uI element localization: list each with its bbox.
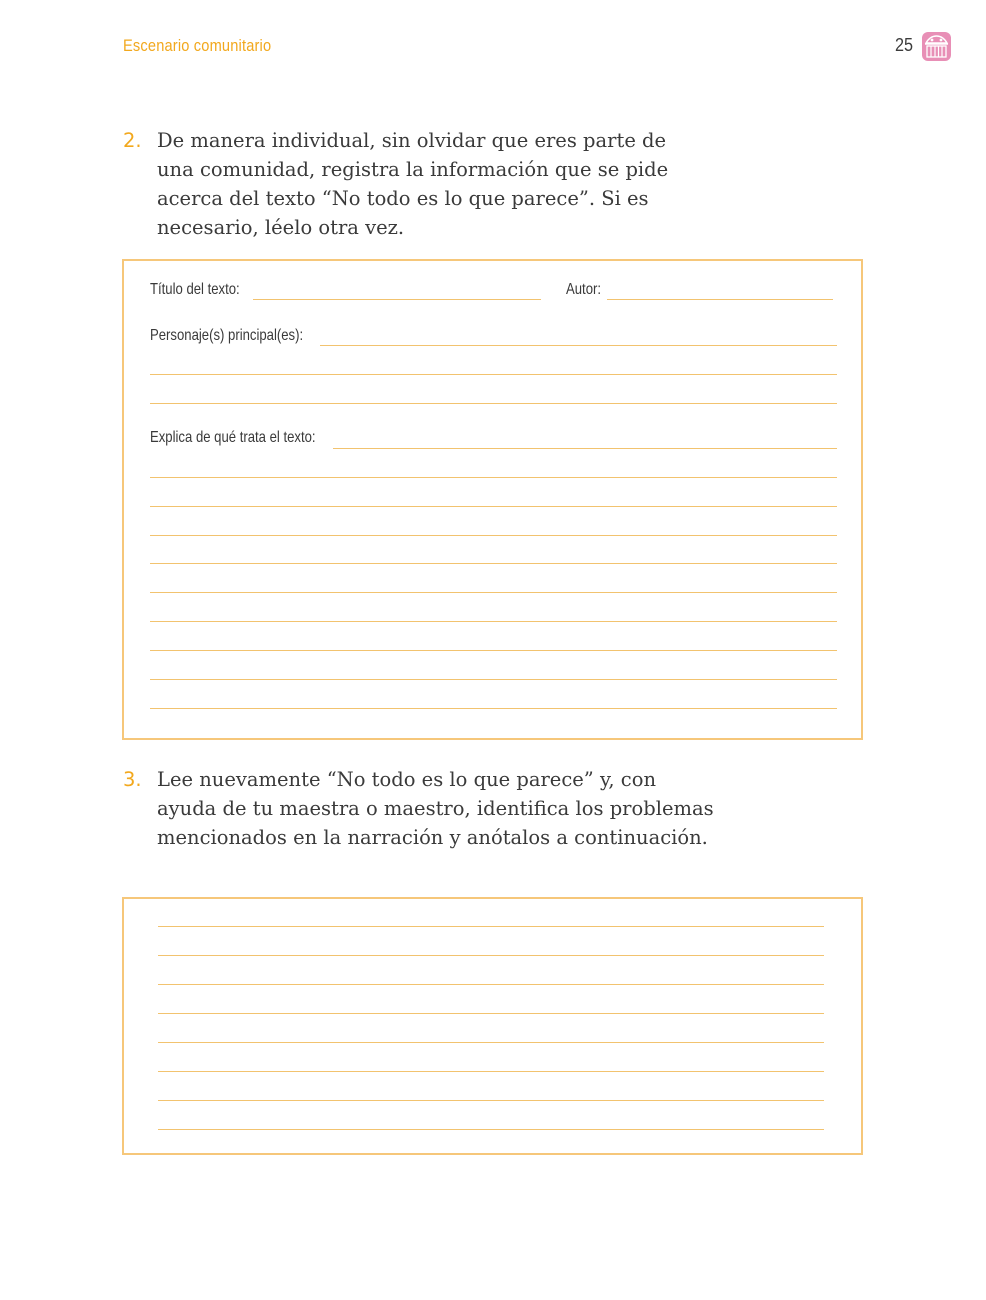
summary-write-line[interactable] <box>150 535 837 536</box>
text-info-form <box>122 259 863 740</box>
page-number: 25 <box>895 35 914 55</box>
characters-label: Personaje(s) principal(es): <box>150 327 304 344</box>
scenario-title: Escenario comunitario <box>123 36 272 55</box>
activity-text <box>157 126 668 242</box>
summary-write-line[interactable] <box>150 679 837 680</box>
author-write-line[interactable] <box>607 299 833 300</box>
answer-write-line[interactable] <box>158 926 824 927</box>
answer-write-line[interactable] <box>158 1071 824 1072</box>
title-write-line[interactable] <box>253 299 541 300</box>
characters-write-line[interactable] <box>150 374 837 375</box>
instruction-line: De manera individual, sin olvidar que eres parte de <box>157 129 667 152</box>
activity-number: 3. <box>123 768 142 791</box>
summary-label: Explica de qué trata el texto: <box>150 429 316 446</box>
summary-write-line[interactable] <box>150 477 837 478</box>
instruction-line: acerca del texto “No todo es lo que parece”. Si es <box>157 187 649 210</box>
characters-write-line[interactable] <box>320 345 837 346</box>
problems-answer-box <box>122 897 863 1155</box>
summary-write-line[interactable] <box>150 621 837 622</box>
summary-write-line[interactable] <box>333 448 837 449</box>
answer-write-line[interactable] <box>158 984 824 985</box>
answer-write-line[interactable] <box>158 1042 824 1043</box>
title-label: Título del texto: <box>150 281 240 298</box>
summary-write-line[interactable] <box>150 506 837 507</box>
author-label: Autor: <box>566 281 602 298</box>
instruction-line: necesario, léelo otra vez. <box>157 216 405 239</box>
summary-write-line[interactable] <box>150 563 837 564</box>
summary-write-line[interactable] <box>150 592 837 593</box>
summary-write-line[interactable] <box>150 650 837 651</box>
instruction-line: Lee nuevamente “No todo es lo que parece” y, con <box>157 768 657 791</box>
characters-write-line[interactable] <box>150 403 837 404</box>
activity-text <box>157 765 714 852</box>
answer-write-line[interactable] <box>158 1100 824 1101</box>
activity-number: 2. <box>123 129 142 152</box>
instruction-line: una comunidad, registra la información que se pide <box>157 158 669 181</box>
instruction-line: ayuda de tu maestra o maestro, identifica los problemas <box>157 797 714 820</box>
instruction-line: mencionados en la narración y anótalos a continuación. <box>157 826 708 849</box>
answer-write-line[interactable] <box>158 955 824 956</box>
answer-write-line[interactable] <box>158 1129 824 1130</box>
community-building-icon <box>922 32 951 61</box>
summary-write-line[interactable] <box>150 708 837 709</box>
answer-write-line[interactable] <box>158 1013 824 1014</box>
